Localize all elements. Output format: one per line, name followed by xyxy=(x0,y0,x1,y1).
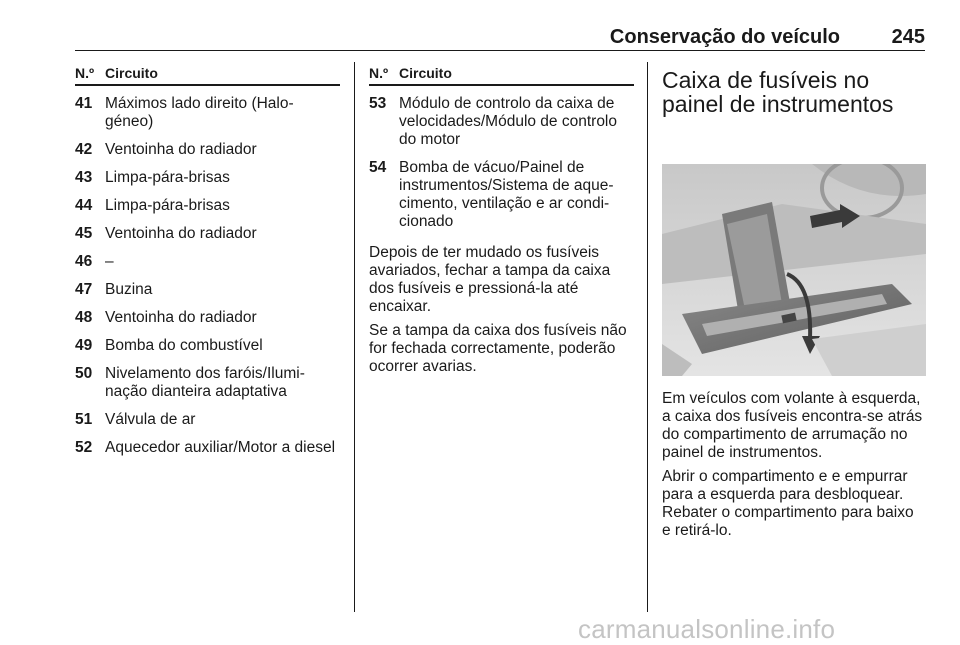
paragraph: Em veículos com volante à esquerda, a caixa dos fusíveis encontra-se atrás do compartimento de arrumação no painel de instrumentos. xyxy=(662,390,923,461)
fuse-box-illustration-icon xyxy=(662,164,926,376)
circuit-description: Máximos lado direito (Halo-géneo) xyxy=(105,95,294,130)
table-row xyxy=(369,154,634,236)
circuit-description: Limpa-pára-brisas xyxy=(105,197,230,214)
table-row xyxy=(75,406,340,434)
circuit-description: Aquecedor auxiliar/Motor a diesel xyxy=(105,439,336,456)
table-row xyxy=(75,434,340,462)
page-header xyxy=(75,22,925,51)
column-divider xyxy=(647,62,648,612)
fuse-number: 52 xyxy=(75,439,93,456)
header-number: N.º xyxy=(369,65,389,81)
table-header xyxy=(75,62,340,86)
fuse-number: 44 xyxy=(75,197,93,214)
fuse-number: 51 xyxy=(75,411,93,428)
fuse-number: 47 xyxy=(75,281,93,298)
table-row xyxy=(75,220,340,248)
circuit-description: Válvula de ar xyxy=(105,411,196,428)
fuse-number: 45 xyxy=(75,225,93,242)
table-header xyxy=(369,62,634,86)
circuit-description: Buzina xyxy=(105,281,153,298)
fuse-number: 53 xyxy=(369,95,387,112)
fuse-number: 50 xyxy=(75,365,93,382)
circuit-description: Módulo de controlo da caixa de velocidades/Módulo de controlo do motor xyxy=(399,95,617,148)
header-circuit: Circuito xyxy=(105,65,158,81)
table-row xyxy=(75,192,340,220)
instrument-panel-section xyxy=(662,62,926,546)
circuit-description: Ventoinha do radiador xyxy=(105,225,257,242)
paragraph: Abrir o compartimento e e empurrar para a esquerda para desbloquear. Rebater o compartimento para baixo e retirá-lo. xyxy=(662,468,914,539)
fuse-table-left xyxy=(75,62,340,462)
header-circuit: Circuito xyxy=(399,65,452,81)
circuit-description: Bomba do combustível xyxy=(105,337,263,354)
table-row xyxy=(75,276,340,304)
table-row xyxy=(75,248,340,276)
watermark: carmanualsonline.info xyxy=(578,614,836,644)
fuse-number: 54 xyxy=(369,159,387,176)
circuit-description: – xyxy=(105,253,114,270)
table-row xyxy=(75,90,340,136)
table-row xyxy=(75,136,340,164)
circuit-description: Ventoinha do radiador xyxy=(105,141,257,158)
table-row xyxy=(75,332,340,360)
fuse-number: 43 xyxy=(75,169,93,186)
circuit-description: Bomba de vácuo/Painel de instrumentos/Sistema de aque-cimento, ventilação e ar condi-cionado xyxy=(399,159,614,230)
header-number: N.º xyxy=(75,65,95,81)
circuit-description: Ventoinha do radiador xyxy=(105,309,257,326)
fuse-number: 48 xyxy=(75,309,93,326)
section-title: Caixa de fusíveis no painel de instrumentos xyxy=(662,67,894,117)
fuse-number: 49 xyxy=(75,337,93,354)
fuse-table-middle xyxy=(369,62,634,382)
circuit-description: Limpa-pára-brisas xyxy=(105,169,230,186)
fuse-number: 41 xyxy=(75,95,93,112)
paragraph: Depois de ter mudado os fusíveis avariados, fechar a tampa da caixa dos fusíveis e pressioná-la até encaixar. xyxy=(369,244,611,315)
column-divider xyxy=(354,62,355,612)
table-row xyxy=(369,90,634,154)
fuse-number: 46 xyxy=(75,253,93,270)
paragraph: Se a tampa da caixa dos fusíveis não for fechada correctamente, poderão ocorrer avarias. xyxy=(369,322,627,375)
circuit-description: Nivelamento dos faróis/Ilumi-nação dianteira adaptativa xyxy=(105,365,305,400)
fuse-box-compartment-illustration xyxy=(662,164,926,376)
table-row xyxy=(75,360,340,406)
table-row xyxy=(75,304,340,332)
fuse-number: 42 xyxy=(75,141,93,158)
page-title: Conservação do veículo xyxy=(609,26,840,48)
table-row xyxy=(75,164,340,192)
page-number: 245 xyxy=(891,26,925,48)
